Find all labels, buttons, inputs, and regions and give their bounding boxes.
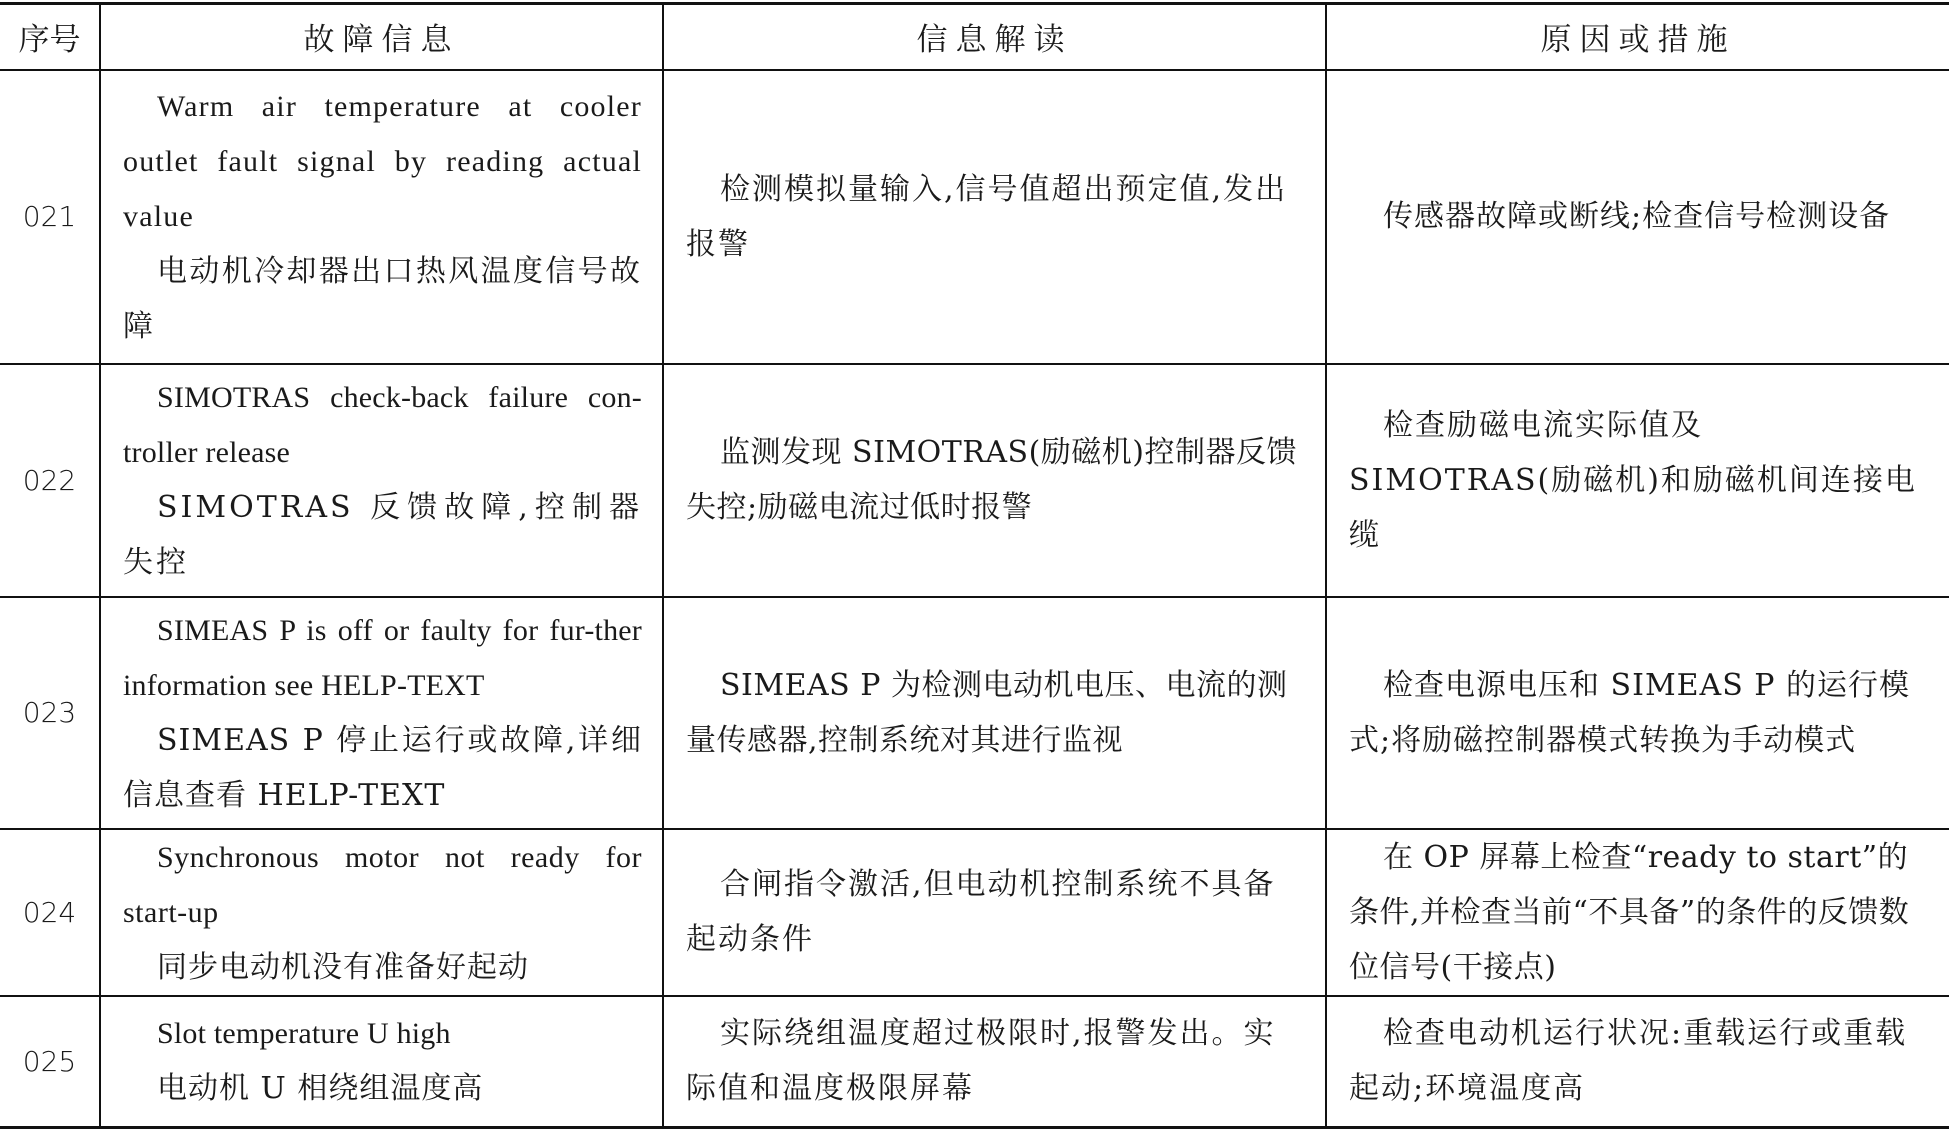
table-row [0,70,1949,364]
cause-measure-cell: 检查电动机运行状况:重载运行或重载起动;环境温度高 [1326,996,1949,1128]
cause-measure-cell: 检查电源电压和 SIMEAS P 的运行模式;将励磁控制器模式转换为手动模式 [1326,597,1949,829]
row-number: 021 [0,70,100,364]
interpretation-cell: 实际绕组温度超过极限时,报警发出。实际值和温度极限屏幕 [663,996,1326,1128]
fault-text-en: Synchronous motor not ready for start-up [123,840,642,929]
table-row [0,597,1949,829]
row-number: 023 [0,597,100,829]
fault-info-cell [100,70,663,364]
interpretation-cell: SIMEAS P 为检测电动机电压、电流的测量传感器,控制系统对其进行监视 [663,597,1326,829]
fault-table [0,2,1949,1129]
interpretation-cell: 检测模拟量输入,信号值超出预定值,发出报警 [663,70,1326,364]
header-interpretation: 信息解读 [663,4,1326,70]
fault-text-cn: SIMOTRAS 反馈故障,控制器失控 [123,490,642,580]
fault-info-cell [100,597,663,829]
fault-text-en: SIMOTRAS check-back failure con-troller release [123,381,642,469]
fault-info-cell [100,829,663,996]
row-number: 024 [0,829,100,996]
fault-text-en: SIMEAS P is off or faulty for fur-ther information see HELP-TEXT [123,613,642,702]
fault-text-en: Warm air temperature at cooler outlet fault signal by reading actual value [123,90,642,233]
row-number: 025 [0,996,100,1128]
row-number: 022 [0,364,100,597]
table-row [0,364,1949,597]
fault-info-cell [100,996,663,1128]
header-fault-info: 故障信息 [100,4,663,70]
fault-text-en: Slot temperature U high [157,1017,451,1051]
header-no: 序号 [0,4,100,70]
fault-text-cn: 同步电动机没有准备好起动 [157,949,529,985]
fault-info-cell [100,364,663,597]
interpretation-cell: 合闸指令激活,但电动机控制系统不具备起动条件 [663,829,1326,996]
table-row [0,829,1949,996]
table-header-row [0,4,1949,70]
cause-measure-cell: 检查励磁电流实际值及 SIMOTRAS(励磁机)和励磁机间连接电缆 [1326,364,1949,597]
fault-text-cn: 电动机冷却器出口热风温度信号故障 [123,254,642,344]
fault-text-cn: 电动机 U 相绕组温度高 [157,1071,484,1107]
fault-text-cn: SIMEAS P 停止运行或故障,详细信息查看 HELP-TEXT [123,722,642,813]
table-row [0,996,1949,1128]
cause-measure-cell: 在 OP 屏幕上检查“ready to start”的条件,并检查当前“不具备”的条件的反馈数位信号(干接点) [1326,829,1949,996]
header-cause-measure: 原因或措施 [1326,4,1949,70]
interpretation-cell: 监测发现 SIMOTRAS(励磁机)控制器反馈失控;励磁电流过低时报警 [663,364,1326,597]
cause-measure-cell: 传感器故障或断线;检查信号检测设备 [1326,70,1949,364]
